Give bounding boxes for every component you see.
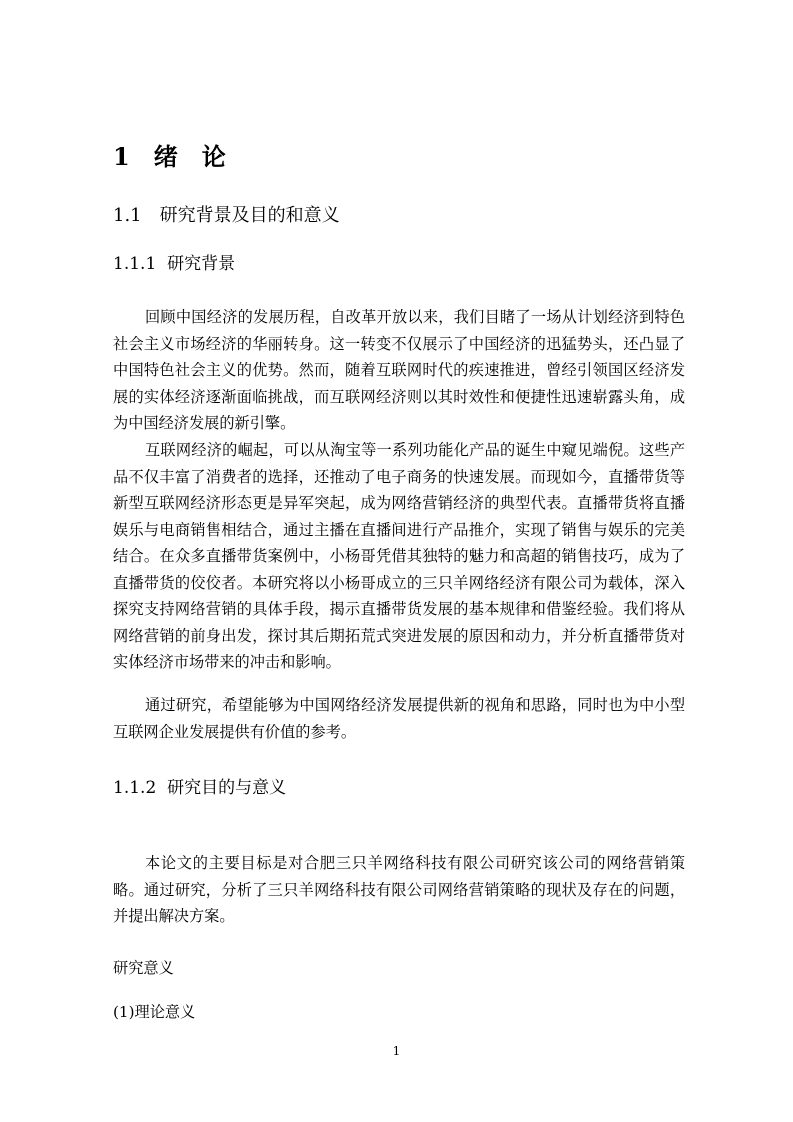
page-number: 1 <box>392 1044 401 1058</box>
chapter-title: 1 绪 论 <box>113 142 226 171</box>
label-research-significance: 研究意义 <box>113 959 174 977</box>
section-title: 1.1 研究背景及目的和意义 <box>113 205 340 226</box>
paragraph-1: 回顾中国经济的发展历程，自改革开放以来，我们目睹了一场从计划经济到特色社会主义市场经济的华丽转身。这一转变不仅展示了中国经济的迅猛势头，还凸显了中国特色社会主义的优势。然而，随着互联网时代的疾速推进，曾经引领国区经济发展的实体经济逐渐面临挑战，而互联网经济则以其时效性和便捷性迅速崭露头角，成为中国经济发展的新引擎。 <box>113 308 685 432</box>
subsection-title-purpose: 1.1.2 研究目的与意义 <box>113 778 287 798</box>
paragraph-4: 本论文的主要目标是对合肥三只羊网络科技有限公司研究该公司的网络营销策略。通过研究，分析了三只羊网络科技有限公司网络营销策略的现状及存在的问题，并提出解决方案。 <box>113 854 685 925</box>
subsection-title-background: 1.1.1 研究背景 <box>113 254 236 274</box>
paragraph-3: 通过研究，希望能够为中国网络经济发展提供新的视角和思路，同时也为中小型互联网企业发展提供有价值的参考。 <box>113 696 685 741</box>
label-theoretical-significance: (1)理论意义 <box>113 1003 196 1021</box>
paragraph-2: 互联网经济的崛起，可以从淘宝等一系列功能化产品的诞生中窥见端倪。这些产品不仅丰富了消费者的选择，还推动了电子商务的快速发展。而现如今，直播带货等新型互联网经济形态更是异军突起，成为网络营销经济的典型代表。直播带货将直播娱乐与电商销售相结合，通过主播在直播间进行产品推介，实现了销售与娱乐的完美结合。在众多直播带货案例中，小杨哥凭借其独特的魅力和高超的销售技巧，成为了直播带货的佼佼者。本研究将以小杨哥成立的三只羊网络经济有限公司为载体，深入探究支持网络营销的具体手段，揭示直播带货发展的基本规律和借鉴经验。我们将从网络营销的前身出发，探讨其后期拓荒式突进发展的原因和动力，并分析直播带货对实体经济市场带来的冲击和影响。 <box>113 441 685 671</box>
